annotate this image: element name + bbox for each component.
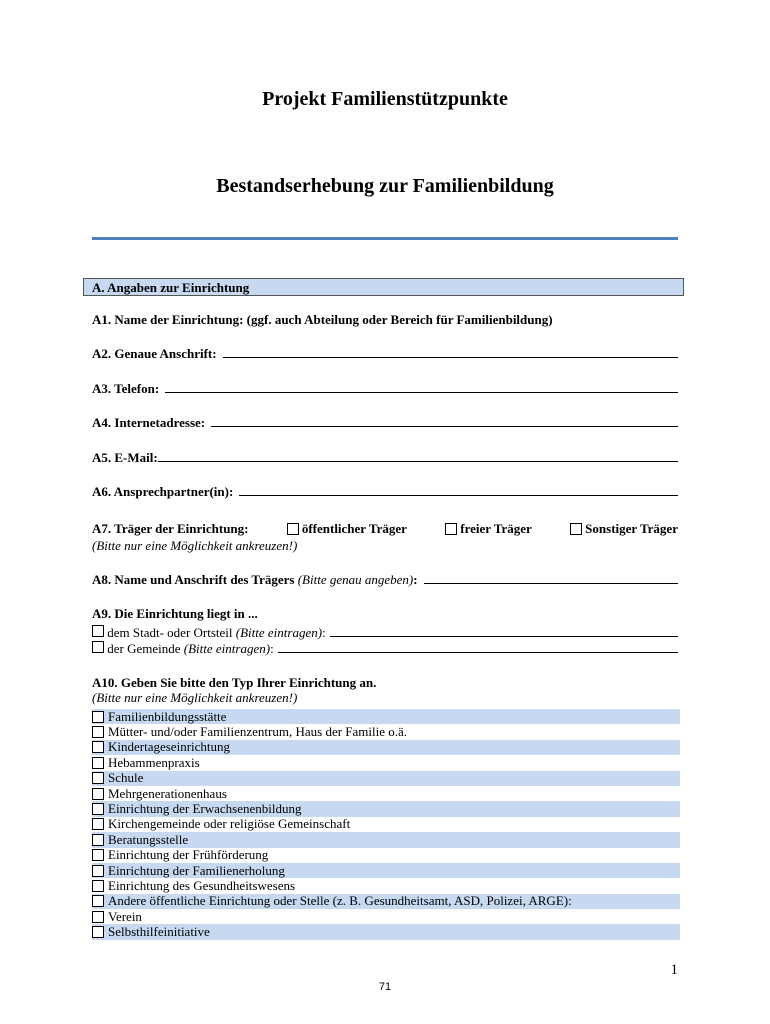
page-number: 1: [670, 962, 678, 978]
a7-note: (Bitte nur eine Möglichkeit ankreuzen!): [92, 538, 298, 553]
facility-type-option[interactable]: [92, 878, 680, 893]
checkbox-icon[interactable]: [570, 523, 582, 535]
facility-type-option[interactable]: [92, 924, 680, 939]
facility-type-label: Andere öffentliche Einrichtung oder Stelle (z. B. Gesundheitsamt, ASD, Polizei, ARGE):: [108, 893, 572, 909]
facility-type-label: Mehrgenerationenhaus: [108, 785, 227, 801]
checkbox-icon[interactable]: [92, 834, 104, 846]
question-a9: A9. Die Einrichtung liegt in ...: [92, 606, 258, 621]
website-blank[interactable]: [211, 416, 678, 427]
field-phone[interactable]: [92, 381, 678, 397]
label-a7: A7. Träger der Einrichtung:: [92, 521, 249, 536]
facility-type-option[interactable]: [92, 786, 680, 801]
checkbox-icon[interactable]: [92, 772, 104, 784]
section-heading: A. Angaben zur Einrichtung: [83, 278, 684, 296]
checkbox-icon[interactable]: [92, 818, 104, 830]
facility-type-label: Einrichtung der Frühförderung: [108, 847, 269, 863]
label-website: A4. Internetadresse:: [92, 415, 206, 430]
facility-type-label: Einrichtung des Gesundheitswesens: [108, 878, 296, 893]
checkbox-icon[interactable]: [92, 625, 104, 637]
field-website[interactable]: [92, 415, 678, 431]
checkbox-icon[interactable]: [287, 523, 299, 535]
facility-type-option[interactable]: [92, 894, 680, 909]
facility-type-option[interactable]: [92, 863, 680, 878]
option-district[interactable]: dem Stadt- oder Ortsteil (Bitte eintragen) :: [92, 625, 678, 641]
page-footer-number: 71: [378, 981, 392, 993]
facility-type-label: Mütter- und/oder Familienzentrum, Haus der Familie o.ä.: [108, 724, 408, 740]
checkbox-icon[interactable]: [92, 803, 104, 815]
facility-type-option[interactable]: [92, 771, 680, 786]
label-contact: A6. Ansprechpartner(in):: [92, 484, 234, 499]
facility-type-label: Beratungsstelle: [108, 831, 189, 847]
a10-note: (Bitte nur eine Möglichkeit ankreuzen!): [92, 690, 298, 705]
checkbox-icon[interactable]: [92, 895, 104, 907]
phone-blank[interactable]: [165, 382, 678, 393]
question-a10: A10. Geben Sie bitte den Typ Ihrer Einrichtung an.: [92, 675, 377, 690]
label-address: A2. Genaue Anschrift:: [92, 346, 217, 361]
facility-type-label: Einrichtung der Erwachsenenbildung: [108, 801, 302, 817]
checkbox-icon[interactable]: [92, 880, 104, 892]
facility-type-label: Kindertageseinrichtung: [108, 739, 231, 755]
facility-type-option[interactable]: [92, 848, 680, 863]
checkbox-icon[interactable]: [92, 926, 104, 938]
facility-type-option[interactable]: [92, 724, 680, 739]
facility-type-label: Hebammenpraxis: [108, 754, 200, 770]
facility-type-option[interactable]: [92, 832, 680, 847]
address-blank[interactable]: [223, 347, 678, 358]
municipality-blank[interactable]: [278, 642, 678, 653]
checkbox-icon[interactable]: [92, 741, 104, 753]
facility-type-label: Selbsthilfeinitiative: [108, 924, 210, 940]
option-other[interactable]: Sonstiger Träger: [570, 521, 678, 537]
field-contact[interactable]: [92, 484, 678, 500]
carrier-note: (Bitte genau angeben): [297, 572, 414, 587]
checkbox-icon[interactable]: [92, 911, 104, 923]
facility-type-label: Einrichtung der Familienerholung: [108, 862, 285, 878]
email-blank[interactable]: [158, 451, 678, 462]
checkbox-icon[interactable]: [92, 726, 104, 738]
facility-type-option[interactable]: [92, 909, 680, 924]
contact-blank[interactable]: [239, 485, 678, 496]
field-address[interactable]: [92, 346, 678, 362]
district-blank[interactable]: [330, 626, 678, 637]
facility-type-option[interactable]: [92, 740, 680, 755]
option-public[interactable]: öffentlicher Träger: [287, 521, 407, 537]
facility-type-label: Kirchengemeinde oder religiöse Gemeinschaft: [108, 816, 351, 832]
carrier-blank[interactable]: [424, 573, 678, 584]
field-email[interactable]: [92, 450, 678, 466]
checkbox-icon[interactable]: [92, 641, 104, 653]
checkbox-icon[interactable]: [445, 523, 457, 535]
page-title: Projekt Familienstützpunkte: [262, 88, 508, 110]
facility-type-label: Schule: [108, 770, 144, 786]
label-phone: A3. Telefon:: [92, 381, 160, 396]
facility-type-option[interactable]: [92, 755, 680, 770]
option-municipality[interactable]: der Gemeinde (Bitte eintragen) :: [92, 641, 678, 657]
facility-type-option[interactable]: [92, 817, 680, 832]
question-a1: A1. Name der Einrichtung: (ggf. auch Abteilung oder Bereich für Familienbildung): [92, 312, 553, 327]
label-email: A5. E-Mail:: [92, 450, 158, 465]
title-divider: [92, 237, 678, 240]
facility-type-list: [92, 709, 680, 940]
facility-type-label: Verein: [108, 908, 142, 924]
option-free[interactable]: freier Träger: [445, 521, 532, 537]
question-a7: [92, 521, 678, 537]
field-carrier[interactable]: A8. Name und Anschrift des Trägers (Bitte genau angeben) :: [92, 572, 678, 588]
facility-type-label: Familienbildungsstätte: [108, 708, 227, 724]
facility-type-option[interactable]: [92, 801, 680, 816]
checkbox-icon[interactable]: [92, 788, 104, 800]
checkbox-icon[interactable]: [92, 711, 104, 723]
checkbox-icon[interactable]: [92, 849, 104, 861]
checkbox-icon[interactable]: [92, 757, 104, 769]
facility-type-option[interactable]: [92, 709, 680, 724]
label-carrier: A8. Name und Anschrift des Trägers: [92, 572, 295, 587]
checkbox-icon[interactable]: [92, 865, 104, 877]
page-subtitle: Bestandserhebung zur Familienbildung: [216, 175, 554, 197]
